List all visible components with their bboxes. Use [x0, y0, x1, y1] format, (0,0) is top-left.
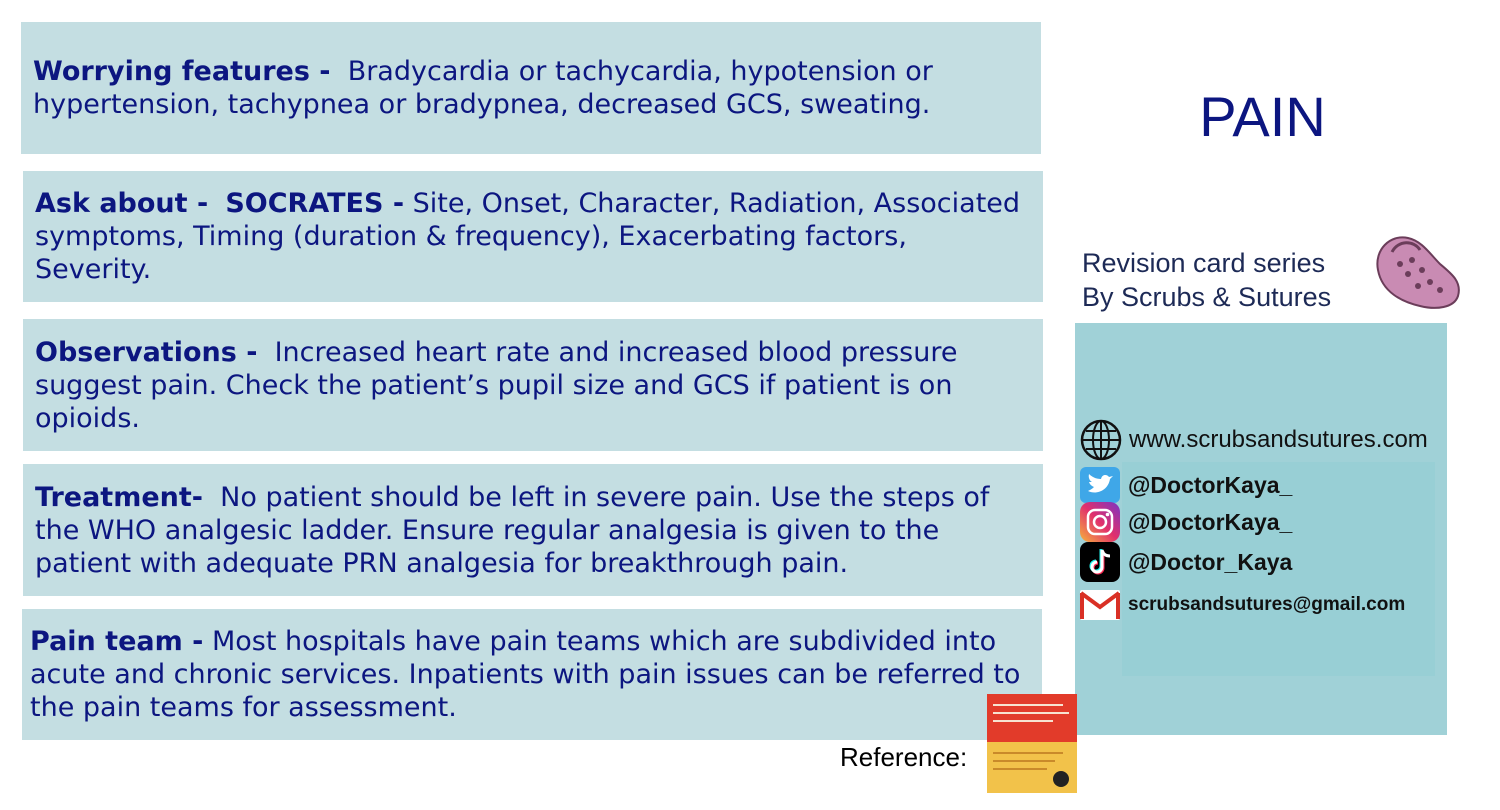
tiktok-handle[interactable]: @Doctor_Kaya	[1128, 548, 1293, 575]
card-heading: Pain team -	[30, 626, 204, 657]
reference-label: Reference:	[840, 742, 968, 772]
tiktok-row[interactable]	[1078, 540, 1292, 584]
card-body: Bradycardia or tachycardia, hypotension or hypertension, tachypnea or bradypnea, decreased GCS, sweating.	[33, 56, 933, 120]
card-body: Most hospitals have pain teams which are subdivided into acute and chronic services. Inpatients with pain issues can be referred to the pain teams for assessment.	[30, 626, 1021, 723]
croc-shoe-icon	[1370, 230, 1466, 316]
instagram-handle[interactable]: @DoctorKaya_	[1128, 508, 1293, 535]
card-body: No patient should be left in severe pain. Use the steps of the WHO analgesic ladder. Ensure regular analgesia is given to the patient with adequate PRN analgesia for breakthrough pain.	[35, 481, 990, 579]
globe-icon	[1079, 418, 1123, 462]
pain-team-card	[22, 609, 1042, 740]
card-heading: Ask about -	[35, 188, 209, 219]
tiktok-icon	[1078, 540, 1122, 584]
instagram-icon	[1078, 500, 1122, 544]
website-row[interactable]	[1079, 418, 1428, 462]
card-subheading: SOCRATES -	[225, 188, 405, 219]
gmail-icon	[1078, 583, 1122, 627]
book-cover-icon	[987, 694, 1077, 793]
card-body: Increased heart rate and increased blood pressure suggest pain. Check the patient’s pupil size and GCS if patient is on opioids.	[35, 336, 958, 434]
card-heading: Worrying features -	[33, 56, 331, 87]
series-line-2: By Scrubs & Sutures	[1082, 282, 1332, 312]
series-caption	[1082, 246, 1331, 314]
treatment-card	[23, 464, 1043, 596]
card-body: Site, Onset, Character, Radiation, Associated symptoms, Timing (duration & frequency), Exacerbating factors, Severity.	[35, 188, 1021, 285]
email-row[interactable]	[1078, 583, 1405, 627]
page-title: PAIN	[1199, 85, 1326, 148]
ask-about-card	[23, 171, 1043, 302]
card-heading: Observations -	[35, 336, 258, 368]
website-link[interactable]: www.scrubsandsutures.com	[1129, 426, 1428, 453]
observations-card	[23, 319, 1043, 451]
instagram-row[interactable]	[1078, 500, 1292, 544]
twitter-handle[interactable]: @DoctorKaya_	[1128, 471, 1293, 498]
email-address[interactable]: scrubsandsutures@gmail.com	[1128, 594, 1406, 615]
worrying-features-card	[21, 22, 1041, 154]
card-heading: Treatment-	[35, 481, 203, 513]
series-line-1: Revision card series	[1082, 248, 1326, 278]
